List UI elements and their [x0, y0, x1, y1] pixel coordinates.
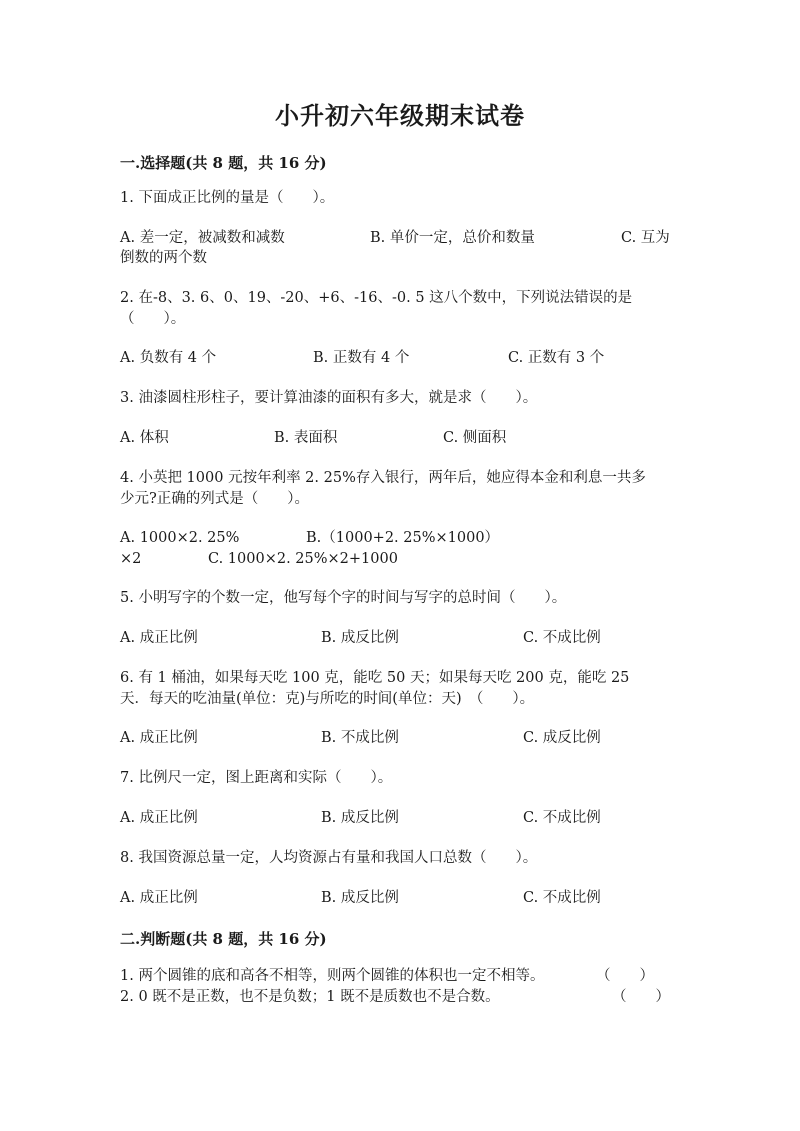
question-1-option-c: C. 互为 — [621, 230, 670, 246]
question-7-option-a: A. 成正比例 — [120, 810, 198, 826]
section-heading-true-false: 二.判断题(共 8 题，共 16 分) — [120, 930, 327, 948]
question-4-option-b-cont: ×2 — [120, 551, 142, 567]
question-8-stem: 8. 我国资源总量一定，人均资源占有量和我国人口总数（ ）。 — [120, 850, 538, 866]
question-1-option-b: B. 单价一定，总价和数量 — [370, 230, 535, 246]
section-heading-choice: 一.选择题(共 8 题，共 16 分) — [120, 154, 327, 172]
question-2-stem-cont: （ ）。 — [120, 311, 186, 327]
question-8-option-b: B. 成反比例 — [321, 890, 399, 906]
question-1-option-c-cont: 倒数的两个数 — [120, 250, 207, 266]
question-1-option-a: A. 差一定，被减数和减数 — [120, 230, 285, 246]
question-1-stem: 1. 下面成正比例的量是（ ）。 — [120, 190, 335, 206]
question-4-option-b: B.（1000+2. 25%×1000） — [306, 530, 500, 546]
question-2-option-a: A. 负数有 4 个 — [120, 350, 217, 366]
question-3-option-a: A. 体积 — [120, 430, 169, 446]
question-7-option-b: B. 成反比例 — [321, 810, 399, 826]
question-4-stem-cont: 少元?正确的列式是（ ）。 — [120, 491, 310, 507]
judge-item-1: 1. 两个圆锥的底和高各不相等，则两个圆锥的体积也一定不相等。 — [120, 968, 545, 984]
judge-item-2-blank: （ ） — [612, 989, 670, 1005]
question-3-option-c: C. 侧面积 — [443, 430, 507, 446]
question-5-option-b: B. 成反比例 — [321, 630, 399, 646]
question-2-stem: 2. 在-8、3. 6、0、19、-20、+6、-16、-0. 5 这八个数中，下列说法错误的是 — [120, 290, 633, 306]
question-4-option-c: C. 1000×2. 25%×2+1000 — [208, 551, 398, 567]
page-title: 小升初六年级期末试卷 — [275, 101, 525, 130]
question-6-option-b: B. 不成比例 — [321, 730, 399, 746]
question-4-stem: 4. 小英把 1000 元按年利率 2. 25%存入银行，两年后，她应得本金和利息一共多 — [120, 470, 646, 486]
question-2-option-c: C. 正数有 3 个 — [508, 350, 605, 366]
question-4-option-a: A. 1000×2. 25% — [120, 530, 240, 546]
judge-item-2: 2. 0 既不是正数，也不是负数；1 既不是质数也不是合数。 — [120, 989, 500, 1005]
question-5-option-c: C. 不成比例 — [523, 630, 601, 646]
question-5-stem: 5. 小明写字的个数一定，他写每个字的时间与写字的总时间（ ）。 — [120, 590, 567, 606]
question-7-option-c: C. 不成比例 — [523, 810, 601, 826]
question-3-option-b: B. 表面积 — [274, 430, 338, 446]
question-6-stem: 6. 有 1 桶油，如果每天吃 100 克，能吃 50 天；如果每天吃 200 克，能吃 25 — [120, 670, 630, 686]
question-6-option-c: C. 成反比例 — [523, 730, 601, 746]
question-6-option-a: A. 成正比例 — [120, 730, 198, 746]
question-8-option-c: C. 不成比例 — [523, 890, 601, 906]
judge-item-1-blank: （ ） — [596, 968, 654, 984]
question-6-stem-cont: 天．每天的吃油量(单位：克)与所吃的时间(单位：天) （ ）。 — [120, 691, 535, 707]
question-8-option-a: A. 成正比例 — [120, 890, 198, 906]
question-7-stem: 7. 比例尺一定，图上距离和实际（ ）。 — [120, 770, 393, 786]
question-3-stem: 3. 油漆圆柱形柱子，要计算油漆的面积有多大，就是求（ ）。 — [120, 390, 538, 406]
question-5-option-a: A. 成正比例 — [120, 630, 198, 646]
question-2-option-b: B. 正数有 4 个 — [313, 350, 410, 366]
